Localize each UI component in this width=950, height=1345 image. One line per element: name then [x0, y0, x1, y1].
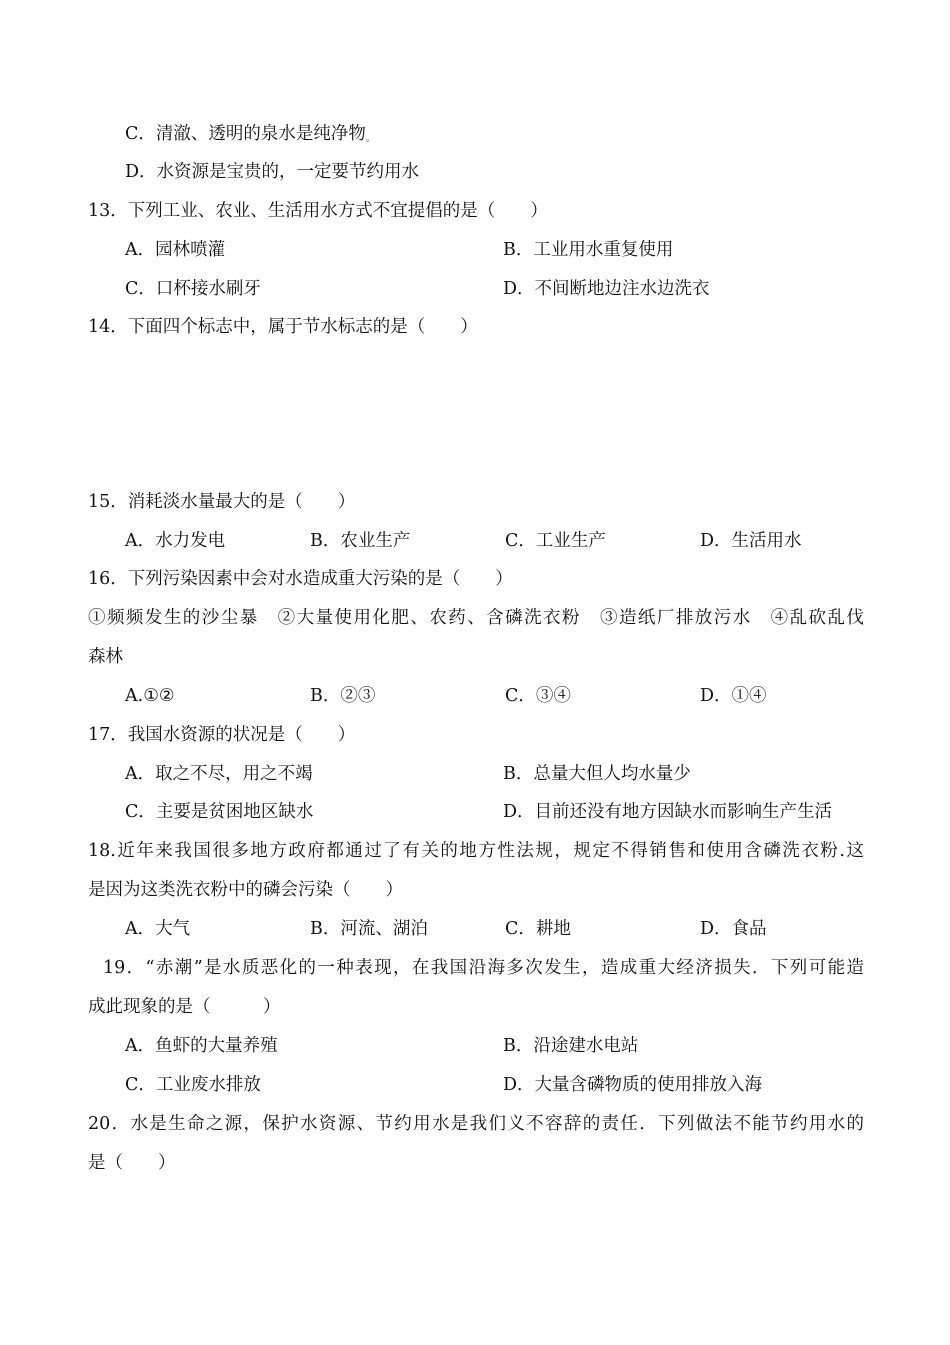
- q12-option-c-mark: 。: [365, 134, 375, 144]
- q19-stem-line1: 19．“赤潮”是水质恶化的一种表现，在我国沿海多次发生，造成重大经济损失．下列可能造: [103, 958, 864, 978]
- q19-option-c: C．工业废水排放: [125, 1075, 261, 1095]
- q18-option-a: A．大气: [125, 919, 191, 939]
- q16-items-line1: ①频频发生的沙尘暴 ②大量使用化肥、农药、含磷洗衣粉 ③造纸厂排放污水 ④乱砍乱伐: [88, 608, 864, 628]
- q17-option-d: D．目前还没有地方因缺水而影响生产生活: [503, 802, 833, 822]
- q15-option-b: B．农业生产: [310, 531, 411, 551]
- q19-option-d: D．大量含磷物质的使用排放入海: [503, 1075, 763, 1095]
- q19-option-b: B．沿途建水电站: [503, 1036, 639, 1056]
- q18-stem-line1: 18.近年来我国很多地方政府都通过了有关的地方性法规，规定不得销售和使用含磷洗衣粉.这: [88, 841, 864, 861]
- q16-option-c: C．③④: [505, 686, 571, 706]
- q13-option-a: A．园林喷灌: [125, 240, 226, 260]
- q17-option-a: A．取之不尽，用之不竭: [125, 764, 313, 784]
- q13-option-b: B．工业用水重复使用: [503, 240, 674, 260]
- q16-stem: 16．下列污染因素中会对水造成重大污染的是（ ）: [88, 569, 513, 589]
- q18-option-c: C．耕地: [505, 919, 571, 939]
- q20-stem-line1: 20．水是生命之源，保护水资源、节约用水是我们义不容辞的责任．下列做法不能节约用水的: [88, 1114, 864, 1134]
- q14-stem: 14．下面四个标志中，属于节水标志的是（ ）: [88, 317, 478, 337]
- q15-option-d: D．生活用水: [700, 531, 802, 551]
- q15-option-c: C．工业生产: [505, 531, 606, 551]
- q16-option-d: D．①④: [700, 686, 767, 706]
- q15-stem: 15．消耗淡水量最大的是（ ）: [88, 492, 356, 512]
- q17-stem: 17．我国水资源的状况是（ ）: [88, 725, 356, 745]
- q16-items-line2: 森林: [88, 647, 123, 667]
- q18-option-d: D．食品: [700, 919, 767, 939]
- q17-option-b: B．总量大但人均水量少: [503, 764, 691, 784]
- q12-option-d: D．水资源是宝贵的，一定要节约用水: [125, 162, 420, 182]
- q16-option-b: B．②③: [310, 686, 376, 706]
- q15-option-a: A．水力发电: [125, 531, 226, 551]
- q12-option-c: [125, 122, 375, 151]
- q13-stem: 13．下列工业、农业、生活用水方式不宜提倡的是（ ）: [88, 201, 548, 221]
- q16-option-a: A.①②: [125, 686, 175, 706]
- q18-stem-line2: 是因为这类洗衣粉中的磷会污染（ ）: [88, 880, 403, 900]
- q19-stem-line2: 成此现象的是（ ）: [88, 997, 281, 1017]
- q13-option-d: D．不间断地边注水边洗衣: [503, 279, 710, 299]
- q17-option-c: C．主要是贫困地区缺水: [125, 802, 314, 822]
- q19-option-a: A．鱼虾的大量养殖: [125, 1036, 278, 1056]
- q13-option-c: C．口杯接水刷牙: [125, 279, 261, 299]
- q18-option-b: B．河流、湖泊: [310, 919, 428, 939]
- q12-option-c-text: C．清澈、透明的泉水是纯净物: [125, 124, 366, 144]
- q20-stem-line2: 是（ ）: [88, 1153, 176, 1173]
